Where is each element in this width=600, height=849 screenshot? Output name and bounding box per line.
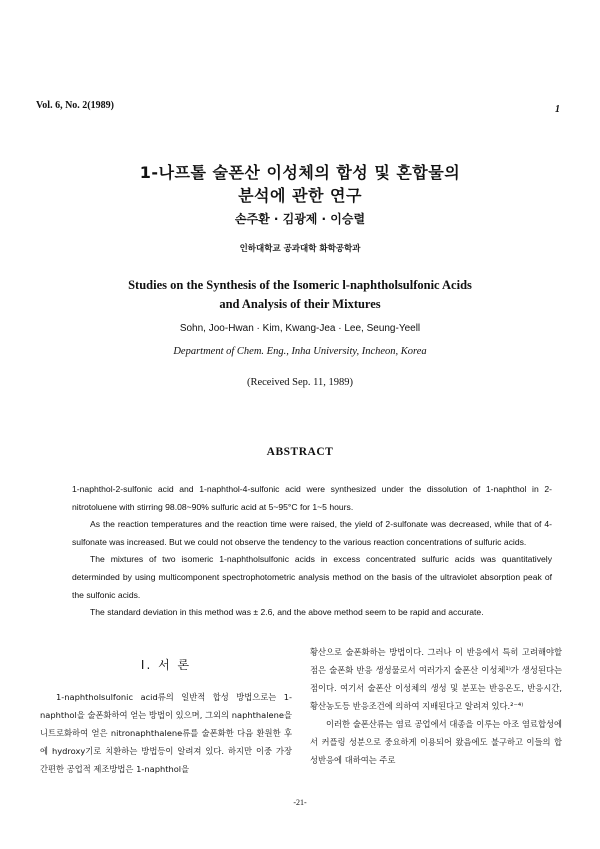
abstract-paragraph: The standard deviation in this method was ± 2.6, and the above method seem to be rapid and accurate. bbox=[90, 607, 484, 618]
body-paragraph: 이러한 술폰산류는 염료 공업에서 대종을 이루는 아조 염료합성에서 커플링 성분으로 중요하게 이용되어 왔음에도 불구하고 이들의 합성반응에 대하여는 주로 bbox=[310, 719, 562, 765]
body-paragraph: 황산으로 술폰화하는 방법이다. 그러나 이 반응에서 특히 고려해야할 점은 술폰화 반응 생성물로서 여러가지 술폰산 이성체¹⁾가 생성된다는 점이다. 여기서 술폰산 이성체의 생성 및 분포는 반응온도, 반응시간, 황산농도등 반응조건에 의하여 지배된다고 알려져 있다.²⁻⁴⁾ bbox=[310, 647, 562, 711]
received-date: (Received Sep. 11, 1989) bbox=[246, 377, 354, 388]
korean-affiliation: 인하대학교 공과대학 화학공학과 bbox=[239, 244, 361, 254]
abstract-paragraph: 1-naphthol-2-sulfonic acid and 1-naphthol-4-sulfonic acid were synthesized under the dissolution of 1-naphthol in 2-nitrotoluene with stirring 98.08~90% sulfuric acid at 5~95°C for 1~5 hours. bbox=[72, 484, 552, 512]
abstract-body bbox=[72, 481, 552, 622]
english-title-line2: and Analysis of their Mixtures bbox=[219, 297, 381, 311]
korean-title-line1: 1-나프톨 술폰산 이성체의 합성 및 혼합물의 bbox=[139, 163, 461, 182]
abstract-paragraph: The mixtures of two isomeric 1-naphtholsulfonic acids in excess concentrated sulfuric acids was quantitatively determinded by using multicomponent spectrophotometric analysis method on the basis of the ultraviolet absorption peak of the sulfonic acids. bbox=[72, 554, 552, 600]
left-column bbox=[40, 688, 292, 778]
body-paragraph: 1-naphtholsulfonic acid류의 일반적 합성 방법으로는 1-naphthol을 술폰화하여 얻는 방법이 있으며, 그외의 naphthalene을 니트로화하여 얻은 nitronaphthalene류를 술폰화한 다음 환원한 후에 hydroxy기로 치환하는 방법등이 알려져 있다. 하지만 이중 가장 간편한 공업적 제조방법은 1-naphthol을 bbox=[40, 692, 292, 774]
english-title-line1: Studies on the Synthesis of the Isomeric l-naphtholsulfonic Acids bbox=[128, 278, 472, 292]
page-number: 1 bbox=[555, 104, 560, 115]
abstract-paragraph: As the reaction temperatures and the reaction time were raised, the yield of 2-sulfonate was decreased, while that of 4-sulfonate was increased. But we could not observe the tendency to the various reaction concentrations of sulfuric acids. bbox=[72, 519, 552, 547]
page-footer: -21- bbox=[293, 798, 307, 807]
right-column bbox=[310, 643, 562, 769]
english-department: Department of Chem. Eng., Inha University, Incheon, Korea bbox=[173, 346, 427, 357]
volume-label: Vol. 6, No. 2(1989) bbox=[36, 100, 114, 111]
section-heading-introduction: I. 서 론 bbox=[140, 658, 192, 672]
korean-title-line2: 분석에 관한 연구 bbox=[238, 186, 362, 205]
abstract-heading: ABSTRACT bbox=[266, 446, 334, 458]
english-authors: Sohn, Joo-Hwan · Kim, Kwang-Jea · Lee, Seung-Yeell bbox=[179, 323, 421, 334]
korean-authors: 손주환 · 김광제 · 이승렬 bbox=[234, 212, 366, 226]
